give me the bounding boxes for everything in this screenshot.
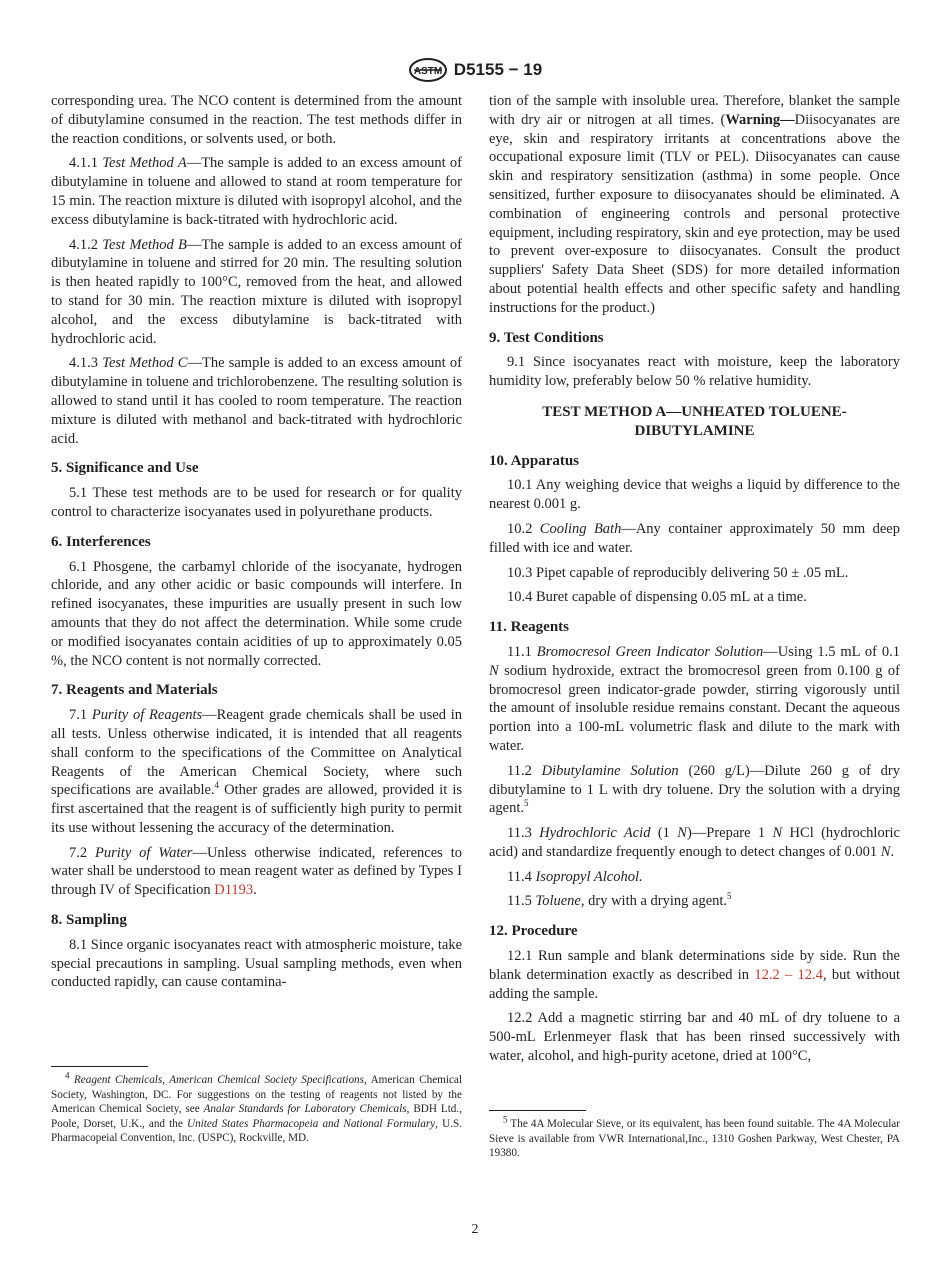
spec-link-d1193[interactable]: D1193 — [214, 882, 254, 899]
section-heading: 10. Apparatus — [489, 452, 580, 469]
document-id: D5155 − 19 — [453, 60, 543, 79]
paragraph-10-3: 10.3 Pipet capable of reproducibly delivering 50 ± .05 mL. — [507, 564, 849, 581]
section-heading: 9. Test Conditions — [489, 329, 604, 346]
paragraph: corresponding urea. The NCO content is determined from the amount of dibutylamine consumed in the reaction. The test methods differ in the reaction conditions, or solvents used, or both. — [51, 93, 462, 147]
section-heading: 5. Significance and Use — [51, 460, 199, 477]
warning-label: Warning— — [725, 111, 795, 128]
paragraph-4-1-1: 4.1.1 Test Method A—The sample is added to an excess amount of dibutylamine in toluene and allowed to stand at room temperature for 15 min. The reaction mixture is diluted with isopropyl alcohol, and the excess dibutylamine is back-titrated with hydrochloric acid. — [51, 155, 462, 228]
right-column — [489, 92, 900, 1072]
paragraph: tion of the sample with insoluble urea. Therefore, blanket the sample with dry air or nitrogen at all times. (Warning—Diisocyanates are eye, skin and respiratory irritants at concentrations above the occupational exposure limit (TLV or PEL). Diisocyanates can cause skin and respiratory sensitization (asthma) in some people. Once sensitized, further exposure to diisocyanates should be eliminated. A combination of engineering controls and personal protective equipment, including respiratory, skin and eye protection, may be used to prevent over-exposure to diisocyanates. Consult the product suppliers' Safety Data Sheet (SDS) for more detailed information about potential health effects and other specific safety and handling instructions for the product.) — [489, 93, 900, 316]
paragraph-10-1: 10.1 Any weighing device that weighs a liquid by difference to the nearest 0.001 g. — [489, 477, 900, 513]
section-heading: 7. Reagents and Materials — [51, 682, 218, 699]
footnote-divider — [51, 1066, 148, 1067]
section-heading: 12. Procedure — [489, 923, 578, 940]
footnote-divider — [489, 1110, 586, 1111]
paragraph-9-1: 9.1 Since isocyanates react with moisture, keep the laboratory humidity low, preferably below 50 % relative humidity. — [489, 354, 900, 390]
svg-text:ASTM: ASTM — [413, 66, 442, 77]
astm-logo-icon — [408, 57, 448, 83]
paragraph-7-1: 7.1 Purity of Reagents—Reagent grade chemicals shall be used in all tests. Unless otherwise indicated, it is intended that all reagents shall conform to the specifications of the Committee on Analytical Reagents of the American Chemical Society, where such specifications are available.$^4$ Other grades are allowed, provided it is first ascertained that the reagent is of sufficiently high purity to permit its use without lessening the accuracy of the determination. — [51, 707, 463, 836]
left-column — [51, 92, 462, 998]
footnote-4: $^4$ Reagent Chemicals, American Chemical Society Specifications, American Chemical Society, Washington, DC. For suggestions on the testing of reagents not listed by the American Chemical Society, see Analar Standards for Laboratory Chemicals, BDH Ltd., Poole, Dorset, U.K., and the United States Pharmacopeia and National Formulary, U.S. Pharmacopeial Convention, Inc. (USPC), Rockville, MD. — [51, 1066, 462, 1146]
test-method-heading: TEST METHOD A—UNHEATED TOLUENE-DIBUTYLAMINE — [542, 403, 847, 439]
paragraph-12-1: 12.1 Run sample and blank determinations side by side. Run the blank determination exactly as described in 12.2 – 12.4, but without adding the sample. — [489, 948, 900, 1002]
paragraph-4-1-3: 4.1.3 Test Method C—The sample is added to an excess amount of dibutylamine in toluene and trichlorobenzene. The resulting solution is allowed to stand until it has cooled to room temperature. The reaction mixture is diluted with methanol and back-titrated with hydrochloric acid. — [51, 355, 462, 447]
section-link-12-2[interactable]: 12.2 – 12.4 — [754, 966, 823, 983]
paragraph-5-1: 5.1 These test methods are to be used for research or for quality control to characterize isocyanates used in polyurethane products. — [51, 485, 462, 520]
paragraph-11-5: 11.5 Toluene, dry with a drying agent.$^5$ — [507, 891, 732, 910]
paragraph-11-1: 11.1 Bromocresol Green Indicator Solution—Using 1.5 mL of 0.1 N sodium hydroxide, extract the bromocresol green from 0.100 g of bromocresol green indicator-grade powder, stirring vigorously until the amount of insoluble residue remains constant. Decant the aqueous portion into a 100-mL volumetric flask and dilute to the mark with water. — [489, 643, 900, 754]
footnote-ref[interactable]: 5 — [727, 891, 732, 902]
page-header — [0, 56, 950, 84]
paragraph-11-2: 11.2 Dibutylamine Solution (260 g/L)—Dilute 260 g of dry dibutylamine to 1 L with dry toluene. Dry the solution with a drying agent.$^5$ — [489, 762, 901, 817]
section-heading: 8. Sampling — [51, 912, 127, 929]
page-number: 2 — [471, 1222, 479, 1237]
paragraph-12-2: 12.2 Add a magnetic stirring bar and 40 mL of dry toluene to a 500-mL Erlenmeyer flask that has been rinsed successively with water, alcohol, and high-purity acetone, dried at 100°C, — [489, 1010, 900, 1065]
footnote-5: $^5$ The 4A Molecular Sieve, or its equivalent, has been found suitable. The 4A Molecular Sieve is available from VWR International,Inc., 1310 Goshen Parkway, West Chester, PA 19380. — [489, 1110, 900, 1161]
paragraph-6-1: 6.1 Phosgene, the carbamyl chloride of the isocyanate, hydrogen chloride, and any other acidic or basic compounds will interfere. In refined isocyanates, these impurities are usually present in such low amounts that they do not affect the determination. While some crude or modified isocyanates contain acidities of up to approximately 0.05 %, the NCO content is not normally corrected. — [51, 558, 462, 669]
footnote-ref[interactable]: 4 — [214, 780, 220, 791]
paragraph-8-1: 8.1 Since organic isocyanates react with atmospheric moisture, take special precautions in sampling. Usual sampling methods, even when conducted rapidly, can cause contamina- — [51, 936, 462, 991]
paragraph-4-1-2: 4.1.2 Test Method B—The sample is added to an excess amount of dibutylamine in toluene and stirred for 20 min. The resulting solution is then heated rapidly to 100°C, removed from the heat, and allowed to stand for 30 min. The reaction mixture is diluted with isopropyl alcohol, and the excess dibutylamine is back-titrated with hydrochloric acid. — [51, 236, 462, 347]
footnote-ref[interactable]: 5 — [524, 798, 529, 809]
section-heading: 11. Reagents — [489, 619, 569, 636]
paragraph-7-2: 7.2 Purity of Water—Unless otherwise indicated, references to water shall be understood to mean reagent water as defined by Types I through IV of Specification D1193. — [51, 844, 462, 899]
paragraph-11-3: 11.3 Hydrochloric Acid (1 N)—Prepare 1 N HCl (hydrochloric acid) and standardize frequently enough to detect changes of 0.001 N. — [489, 825, 900, 860]
paragraph-11-4: 11.4 Isopropyl Alcohol. — [507, 868, 643, 885]
section-heading: 6. Interferences — [51, 533, 151, 550]
paragraph-10-2: 10.2 Cooling Bath—Any container approximately 50 mm deep filled with ice and water. — [489, 520, 900, 556]
paragraph-10-4: 10.4 Buret capable of dispensing 0.05 mL at a time. — [507, 589, 807, 606]
